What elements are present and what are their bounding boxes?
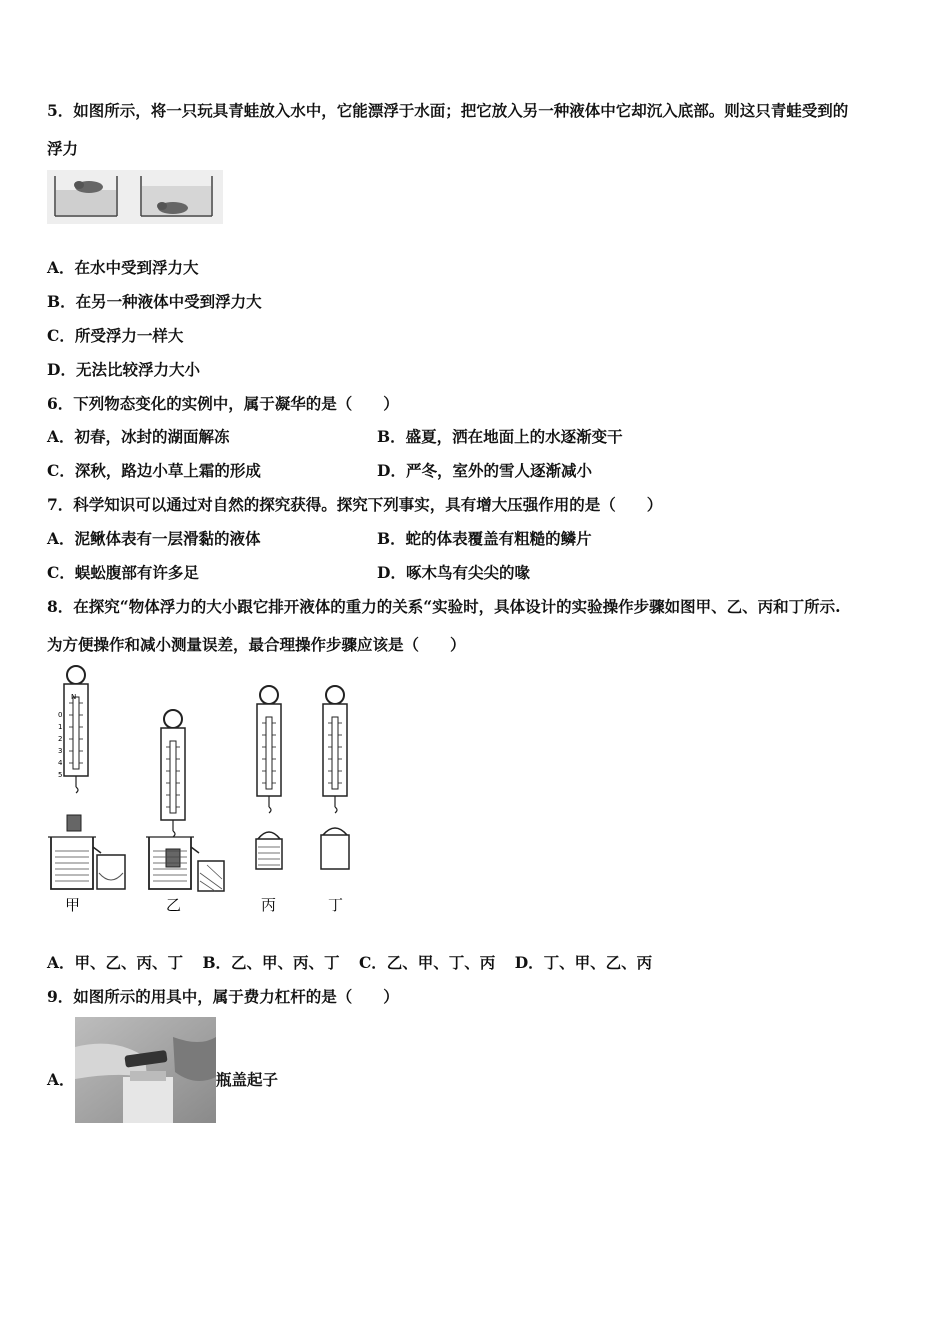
q8-option-c: C．乙、甲、丁、丙 <box>358 953 496 972</box>
label-jia: 甲 <box>65 896 81 914</box>
q8-option-b: B．乙、甲、丙、丁 <box>202 953 340 972</box>
q9-option-a-letter: A． <box>47 1070 75 1089</box>
label-bing: 丙 <box>261 896 277 914</box>
label-ding: 丁 <box>328 896 344 914</box>
scale-tick-0: 0 <box>58 711 63 719</box>
scale-tick-2: 2 <box>58 735 63 743</box>
q7-option-c: C．蜈蚣腹部有许多足 <box>47 563 199 582</box>
q6-option-d: D．严冬，室外的雪人逐渐减小 <box>377 461 592 480</box>
q8-stem-line1: 8．在探究“物体浮力的大小跟它排开液体的重力的关系“实验时，具体设计的实验操作步骤如图甲、乙、丙和丁所示. <box>47 597 841 616</box>
q8-stem-line2: 为方便操作和减小测量误差，最合理操作步骤应该是（ ） <box>47 635 466 654</box>
q9-option-a-label: 瓶盖起子 <box>216 1070 279 1089</box>
q5-stem-line2: 浮力 <box>47 139 79 158</box>
setup-ding <box>321 686 349 914</box>
label-yi: 乙 <box>166 896 182 914</box>
q8-spring-scale-figure <box>45 665 360 920</box>
q5-option-c: C．所受浮力一样大 <box>47 326 184 345</box>
scale-unit-label: N <box>71 693 77 701</box>
scale-tick-4: 4 <box>58 759 63 767</box>
q7-option-b: B．蛇的体表覆盖有粗糙的鳞片 <box>377 529 592 548</box>
setup-bing <box>256 686 282 914</box>
q7-option-a: A．泥鳅体表有一层滑黏的液体 <box>47 529 261 548</box>
q5-frog-figure <box>47 170 223 224</box>
q7-option-d: D．啄木鸟有尖尖的喙 <box>377 563 530 582</box>
q8-options-row <box>47 952 907 974</box>
setup-yi <box>146 710 224 914</box>
q6-option-a: A．初春，冰封的湖面解冻 <box>47 427 230 446</box>
q6-option-c: C．深秋，路边小草上霜的形成 <box>47 461 261 480</box>
q8-option-d: D．丁、甲、乙、丙 <box>514 953 653 972</box>
q5-stem-line1: 5．如图所示，将一只玩具青蛙放入水中，它能漂浮于水面；把它放入另一种液体中它却沉入底部。则这只青蛙受到的 <box>47 101 849 120</box>
q5-option-b: B．在另一种液体中受到浮力大 <box>47 292 262 311</box>
q6-option-b: B．盛夏，洒在地面上的水逐渐变干 <box>377 427 623 446</box>
setup-jia <box>48 666 125 914</box>
q5-option-a: A．在水中受到浮力大 <box>47 258 199 277</box>
scale-tick-5: 5 <box>58 771 63 779</box>
q7-stem: 7．科学知识可以通过对自然的探究获得。探究下列事实，具有增大压强作用的是（ ） <box>47 495 663 514</box>
bottle-opener-photo <box>75 1017 216 1123</box>
q5-option-d: D．无法比较浮力大小 <box>47 360 200 379</box>
scale-tick-1: 1 <box>58 723 63 731</box>
q9-stem: 9．如图所示的用具中，属于费力杠杆的是（ ） <box>47 987 399 1006</box>
scale-tick-3: 3 <box>58 747 63 755</box>
q8-option-a: A．甲、乙、丙、丁 <box>47 953 184 972</box>
q6-stem: 6．下列物态变化的实例中，属于凝华的是（ ） <box>47 394 399 413</box>
